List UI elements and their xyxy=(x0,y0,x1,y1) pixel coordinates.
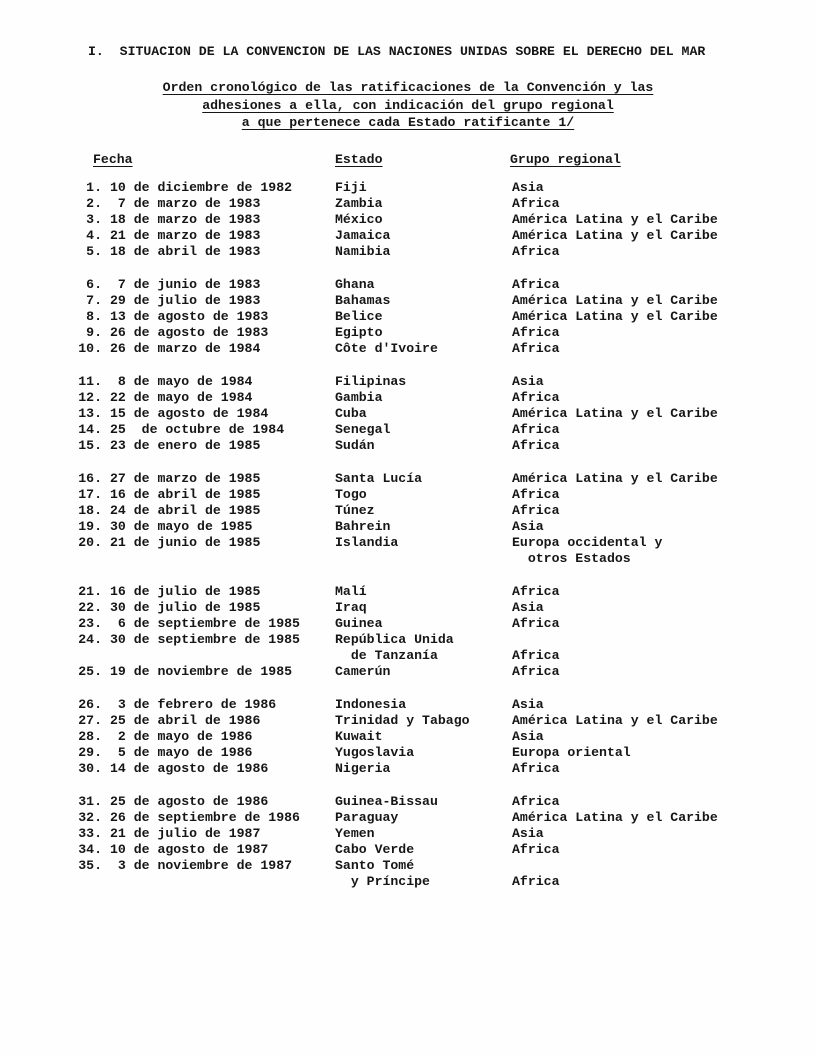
cell-estado xyxy=(335,406,512,422)
row-number: 22. xyxy=(78,600,102,615)
table-row xyxy=(78,584,796,600)
cell-grupo xyxy=(512,600,796,616)
table-row xyxy=(78,600,796,616)
table-row xyxy=(78,842,796,858)
estado-line: Sudán xyxy=(335,438,375,453)
cell-fecha: 15 de agosto de 1984 xyxy=(110,406,269,421)
cell-fecha: 23 de enero de 1985 xyxy=(110,438,261,453)
document-subtitle xyxy=(0,79,816,132)
table-row xyxy=(78,826,796,842)
table-row xyxy=(78,325,796,341)
grupo-line: Africa xyxy=(512,341,560,356)
cell-estado xyxy=(335,632,512,664)
grupo-line: Asia xyxy=(512,180,544,195)
table-row xyxy=(78,810,796,826)
cell-estado xyxy=(335,794,512,810)
cell-estado xyxy=(335,341,512,357)
cell-fecha: 14 de agosto de 1986 xyxy=(110,761,269,776)
estado-line: México xyxy=(335,212,383,227)
grupo-line: Africa xyxy=(512,842,560,857)
cell-estado xyxy=(335,713,512,729)
cell-grupo xyxy=(512,422,796,438)
grupo-line: Africa xyxy=(512,422,560,437)
estado-line: Ghana xyxy=(335,277,375,292)
row-number: 29. xyxy=(78,745,102,760)
cell-estado xyxy=(335,503,512,519)
row-number: 6. xyxy=(86,277,102,292)
estado-line: Zambia xyxy=(335,196,383,211)
grupo-line: Africa xyxy=(512,325,560,340)
cell-grupo xyxy=(512,228,796,244)
row-number: 28. xyxy=(78,729,102,744)
subtitle-line-2 xyxy=(0,97,816,115)
row-number: 12. xyxy=(78,390,102,405)
row-number: 24. xyxy=(78,632,102,647)
cell-estado xyxy=(335,858,512,890)
row-number: 1. xyxy=(86,180,102,195)
cell-grupo xyxy=(512,293,796,309)
ratifications-table xyxy=(78,180,796,890)
table-row xyxy=(78,632,796,664)
cell-estado xyxy=(335,228,512,244)
cell-estado xyxy=(335,729,512,745)
grupo-line: Asia xyxy=(512,729,544,744)
table-row xyxy=(78,471,796,487)
cell-fecha: 30 de mayo de 1985 xyxy=(110,519,253,534)
cell-grupo xyxy=(512,664,796,680)
grupo-line: Asia xyxy=(512,374,544,389)
cell-grupo xyxy=(512,212,796,228)
table-row xyxy=(78,390,796,406)
cell-estado xyxy=(335,664,512,680)
estado-line: Senegal xyxy=(335,422,391,437)
cell-estado xyxy=(335,277,512,293)
estado-line: República Unida xyxy=(335,632,454,647)
table-row xyxy=(78,212,796,228)
cell-fecha: 16 de abril de 1985 xyxy=(110,487,261,502)
cell-grupo xyxy=(512,519,796,535)
estado-line: Namibia xyxy=(335,244,391,259)
estado-line: Yugoslavia xyxy=(335,745,415,760)
cell-fecha: 26 de marzo de 1984 xyxy=(110,341,261,356)
cell-estado xyxy=(335,471,512,487)
cell-grupo xyxy=(512,584,796,600)
cell-grupo xyxy=(512,794,796,810)
cell-fecha: 5 de mayo de 1986 xyxy=(110,745,253,760)
cell-fecha: 25 de octubre de 1984 xyxy=(110,422,285,437)
cell-fecha: 3 de febrero de 1986 xyxy=(110,697,277,712)
table-row xyxy=(78,503,796,519)
table-row xyxy=(78,713,796,729)
row-number: 31. xyxy=(78,794,102,809)
cell-grupo xyxy=(512,244,796,260)
row-number: 3. xyxy=(86,212,102,227)
cell-grupo xyxy=(512,277,796,293)
table-row xyxy=(78,406,796,422)
cell-estado xyxy=(335,600,512,616)
cell-fecha: 21 de marzo de 1983 xyxy=(110,228,261,243)
estado-line: Camerún xyxy=(335,664,391,679)
cell-fecha: 18 de marzo de 1983 xyxy=(110,212,261,227)
grupo-line: América Latina y el Caribe xyxy=(512,293,718,308)
column-header-estado: Estado xyxy=(335,152,383,167)
cell-estado xyxy=(335,390,512,406)
cell-grupo xyxy=(512,697,796,713)
grupo-line xyxy=(512,858,796,874)
cell-grupo xyxy=(512,341,796,357)
row-number: 30. xyxy=(78,761,102,776)
grupo-line: América Latina y el Caribe xyxy=(512,309,718,324)
estado-line: Iraq xyxy=(335,600,367,615)
table-row xyxy=(78,228,796,244)
cell-fecha: 29 de julio de 1983 xyxy=(110,293,261,308)
estado-line: Guinea-Bissau xyxy=(335,794,438,809)
grupo-line: América Latina y el Caribe xyxy=(512,406,718,421)
cell-estado xyxy=(335,325,512,341)
cell-estado xyxy=(335,293,512,309)
table-row xyxy=(78,794,796,810)
cell-estado xyxy=(335,519,512,535)
estado-line: Túnez xyxy=(335,503,375,518)
estado-line: Cabo Verde xyxy=(335,842,415,857)
cell-fecha: 3 de noviembre de 1987 xyxy=(110,858,293,873)
subtitle-line-3 xyxy=(0,114,816,132)
estado-line: Malí xyxy=(335,584,367,599)
cell-fecha: 27 de marzo de 1985 xyxy=(110,471,261,486)
cell-grupo xyxy=(512,309,796,325)
row-number: 33. xyxy=(78,826,102,841)
table-row xyxy=(78,761,796,777)
table-row xyxy=(78,422,796,438)
cell-estado xyxy=(335,487,512,503)
cell-estado xyxy=(335,810,512,826)
cell-estado xyxy=(335,584,512,600)
cell-grupo xyxy=(512,487,796,503)
cell-grupo xyxy=(512,503,796,519)
table-row xyxy=(78,519,796,535)
grupo-line: Africa xyxy=(512,438,560,453)
grupo-line: Europa occidental y xyxy=(512,535,663,550)
table-row xyxy=(78,438,796,454)
table-row xyxy=(78,616,796,632)
grupo-line xyxy=(512,632,796,648)
cell-grupo xyxy=(512,826,796,842)
cell-grupo xyxy=(512,406,796,422)
cell-grupo xyxy=(512,729,796,745)
cell-fecha: 13 de agosto de 1983 xyxy=(110,309,269,324)
cell-grupo xyxy=(512,842,796,858)
estado-line: Bahamas xyxy=(335,293,391,308)
row-number: 19. xyxy=(78,519,102,534)
estado-line: Jamaica xyxy=(335,228,391,243)
cell-grupo xyxy=(512,471,796,487)
table-row xyxy=(78,244,796,260)
cell-grupo xyxy=(512,196,796,212)
estado-line: Guinea xyxy=(335,616,383,631)
cell-grupo xyxy=(512,616,796,632)
grupo-line: Africa xyxy=(512,277,560,292)
estado-line: Egipto xyxy=(335,325,383,340)
row-number: 11. xyxy=(78,374,102,389)
grupo-line: Africa xyxy=(512,244,560,259)
cell-estado xyxy=(335,842,512,858)
grupo-line: Asia xyxy=(512,600,544,615)
row-number: 21. xyxy=(78,584,102,599)
grupo-line: América Latina y el Caribe xyxy=(512,713,718,728)
column-header-fecha: Fecha xyxy=(93,152,133,167)
grupo-line: Asia xyxy=(512,826,544,841)
table-row xyxy=(78,487,796,503)
cell-fecha: 30 de septiembre de 1985 xyxy=(110,632,300,647)
cell-grupo xyxy=(512,374,796,390)
estado-line: y Príncipe xyxy=(335,874,430,889)
table-row xyxy=(78,277,796,293)
cell-fecha: 8 de mayo de 1984 xyxy=(110,374,253,389)
grupo-line: América Latina y el Caribe xyxy=(512,471,718,486)
table-row xyxy=(78,180,796,196)
cell-grupo xyxy=(512,745,796,761)
row-number: 17. xyxy=(78,487,102,502)
cell-estado xyxy=(335,309,512,325)
estado-line: Filipinas xyxy=(335,374,407,389)
estado-line: Indonesia xyxy=(335,697,407,712)
grupo-line: Africa xyxy=(512,503,560,518)
subtitle-line-1 xyxy=(0,79,816,97)
estado-line: Fiji xyxy=(335,180,367,195)
row-number: 18. xyxy=(78,503,102,518)
cell-fecha: 18 de abril de 1983 xyxy=(110,244,261,259)
cell-fecha: 7 de marzo de 1983 xyxy=(110,196,261,211)
cell-estado xyxy=(335,212,512,228)
cell-fecha: 26 de agosto de 1983 xyxy=(110,325,269,340)
table-row xyxy=(78,729,796,745)
estado-line: Santo Tomé xyxy=(335,858,415,873)
cell-grupo xyxy=(512,535,796,567)
row-number: 8. xyxy=(86,309,102,324)
cell-grupo xyxy=(512,761,796,777)
cell-grupo xyxy=(512,180,796,196)
row-number: 34. xyxy=(78,842,102,857)
cell-estado xyxy=(335,196,512,212)
cell-grupo xyxy=(512,632,796,664)
row-number: 32. xyxy=(78,810,102,825)
cell-grupo xyxy=(512,390,796,406)
estado-line: Belice xyxy=(335,309,383,324)
grupo-line: otros Estados xyxy=(512,551,631,566)
grupo-line: Africa xyxy=(512,584,560,599)
cell-estado xyxy=(335,244,512,260)
cell-fecha: 25 de abril de 1986 xyxy=(110,713,261,728)
cell-estado xyxy=(335,761,512,777)
grupo-line: Africa xyxy=(512,390,560,405)
row-number: 23. xyxy=(78,616,102,631)
grupo-line: Africa xyxy=(512,761,560,776)
cell-estado xyxy=(335,535,512,551)
grupo-line: América Latina y el Caribe xyxy=(512,228,718,243)
estado-line: Santa Lucía xyxy=(335,471,423,486)
cell-fecha: 16 de julio de 1985 xyxy=(110,584,261,599)
row-number: 10. xyxy=(78,341,102,356)
grupo-line: Africa xyxy=(512,196,560,211)
cell-fecha: 26 de septiembre de 1986 xyxy=(110,810,300,825)
row-number: 4. xyxy=(86,228,102,243)
table-row xyxy=(78,293,796,309)
grupo-line: América Latina y el Caribe xyxy=(512,810,718,825)
table-row xyxy=(78,664,796,680)
grupo-line: Europa oriental xyxy=(512,745,631,760)
cell-estado xyxy=(335,745,512,761)
estado-line: Bahrein xyxy=(335,519,391,534)
row-number: 2. xyxy=(86,196,102,211)
estado-line: Nigeria xyxy=(335,761,391,776)
cell-fecha: 21 de julio de 1987 xyxy=(110,826,261,841)
cell-fecha: 10 de diciembre de 1982 xyxy=(110,180,293,195)
cell-grupo xyxy=(512,713,796,729)
estado-line: Yemen xyxy=(335,826,375,841)
row-number: 20. xyxy=(78,535,102,550)
row-number: 15. xyxy=(78,438,102,453)
row-number: 27. xyxy=(78,713,102,728)
cell-grupo xyxy=(512,325,796,341)
row-number: 9. xyxy=(86,325,102,340)
estado-line: Gambia xyxy=(335,390,383,405)
grupo-line: Asia xyxy=(512,697,544,712)
estado-line: Cuba xyxy=(335,406,367,421)
column-header-grupo: Grupo regional xyxy=(510,152,621,167)
subtitle-line-3-text: a que pertenece cada Estado ratificante 1/ xyxy=(241,115,575,131)
grupo-line: Africa xyxy=(512,794,560,809)
grupo-line: Africa xyxy=(512,648,560,663)
cell-estado xyxy=(335,180,512,196)
row-number: 13. xyxy=(78,406,102,421)
cell-fecha: 7 de junio de 1983 xyxy=(110,277,261,292)
estado-line: Togo xyxy=(335,487,367,502)
cell-estado xyxy=(335,616,512,632)
cell-fecha: 6 de septiembre de 1985 xyxy=(110,616,300,631)
table-row xyxy=(78,341,796,357)
cell-grupo xyxy=(512,810,796,826)
cell-fecha: 30 de julio de 1985 xyxy=(110,600,261,615)
estado-line: Kuwait xyxy=(335,729,383,744)
cell-fecha: 19 de noviembre de 1985 xyxy=(110,664,293,679)
grupo-line: Africa xyxy=(512,874,560,889)
section-heading: I. SITUACION DE LA CONVENCION DE LAS NACIONES UNIDAS SOBRE EL DERECHO DEL MAR xyxy=(88,44,706,59)
row-number: 35. xyxy=(78,858,102,873)
cell-fecha: 25 de agosto de 1986 xyxy=(110,794,269,809)
grupo-line: Asia xyxy=(512,519,544,534)
row-number: 26. xyxy=(78,697,102,712)
cell-fecha: 22 de mayo de 1984 xyxy=(110,390,253,405)
estado-line: Islandia xyxy=(335,535,399,550)
row-number: 16. xyxy=(78,471,102,486)
table-row xyxy=(78,745,796,761)
subtitle-line-2-text: adhesiones a ella, con indicación del grupo regional xyxy=(202,97,614,113)
table-row xyxy=(78,196,796,212)
row-number: 5. xyxy=(86,244,102,259)
cell-fecha: 24 de abril de 1985 xyxy=(110,503,261,518)
cell-fecha: 2 de mayo de 1986 xyxy=(110,729,253,744)
table-row xyxy=(78,309,796,325)
table-row xyxy=(78,374,796,390)
row-number: 7. xyxy=(86,293,102,308)
cell-fecha: 10 de agosto de 1987 xyxy=(110,842,269,857)
cell-estado xyxy=(335,438,512,454)
table-row xyxy=(78,697,796,713)
subtitle-line-1-text: Orden cronológico de las ratificaciones de la Convención y las xyxy=(162,80,654,95)
table-row xyxy=(78,535,796,567)
grupo-line: Africa xyxy=(512,487,560,502)
grupo-line: Africa xyxy=(512,664,560,679)
row-number: 14. xyxy=(78,422,102,437)
estado-line: Côte d'Ivoire xyxy=(335,341,438,356)
estado-line: Trinidad y Tabago xyxy=(335,713,470,728)
estado-line: Paraguay xyxy=(335,810,399,825)
grupo-line: América Latina y el Caribe xyxy=(512,212,718,227)
cell-grupo xyxy=(512,858,796,890)
cell-estado xyxy=(335,697,512,713)
table-row xyxy=(78,858,796,890)
cell-estado xyxy=(335,826,512,842)
cell-fecha: 21 de junio de 1985 xyxy=(110,535,261,550)
cell-grupo xyxy=(512,438,796,454)
row-number: 25. xyxy=(78,664,102,679)
grupo-line: Africa xyxy=(512,616,560,631)
cell-estado xyxy=(335,422,512,438)
estado-line: de Tanzanía xyxy=(335,648,438,663)
cell-estado xyxy=(335,374,512,390)
